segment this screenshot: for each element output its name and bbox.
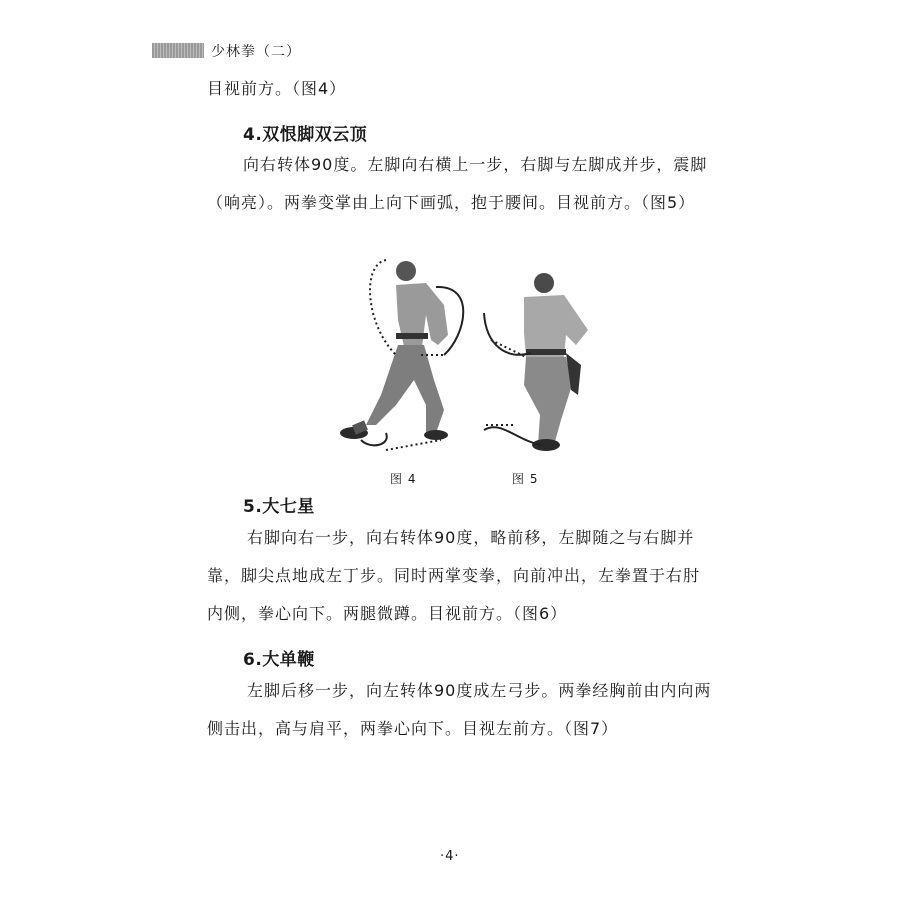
page-number: ·4· bbox=[440, 849, 460, 864]
paragraph-line: （响亮）。两拳变掌由上向下画弧，抱于腰间。目视前方。（图5） bbox=[207, 193, 696, 212]
paragraph-line: 内侧，拳心向下。两腿微蹲。目视前方。（图6） bbox=[207, 604, 568, 623]
paragraph-line: 侧击出，高与肩平，两拳心向下。目视左前方。（图7） bbox=[207, 719, 619, 738]
section-heading-4: 4.双恨脚双云顶 bbox=[243, 125, 368, 145]
figure-photos bbox=[326, 245, 606, 460]
header-decoration-bar bbox=[152, 43, 204, 58]
running-head: 少林拳（二） bbox=[211, 44, 301, 60]
section-heading-5: 5.大七星 bbox=[243, 497, 315, 517]
paragraph-line: 右脚向右一步，向右转体90度，略前移，左脚随之与右脚并 bbox=[247, 528, 695, 547]
martial-arts-photos bbox=[326, 245, 606, 460]
figure-5-photo bbox=[484, 273, 588, 451]
paragraph-line: 靠，脚尖点地成左丁步。同时两掌变拳，向前冲出，左拳置于右肘 bbox=[207, 566, 701, 585]
figure-caption-5: 图 5 bbox=[512, 472, 539, 486]
section-heading-6: 6.大单鞭 bbox=[243, 650, 315, 670]
figure-4-photo bbox=[340, 260, 463, 450]
paragraph-line: 目视前方。（图4） bbox=[207, 79, 347, 98]
paragraph-line: 左脚后移一步，向左转体90度成左弓步。两拳经胸前由内向两 bbox=[247, 681, 712, 700]
paragraph-line: 向右转体90度。左脚向右横上一步，右脚与左脚成并步，震脚 bbox=[243, 155, 708, 174]
figure-caption-4: 图 4 bbox=[390, 472, 417, 486]
